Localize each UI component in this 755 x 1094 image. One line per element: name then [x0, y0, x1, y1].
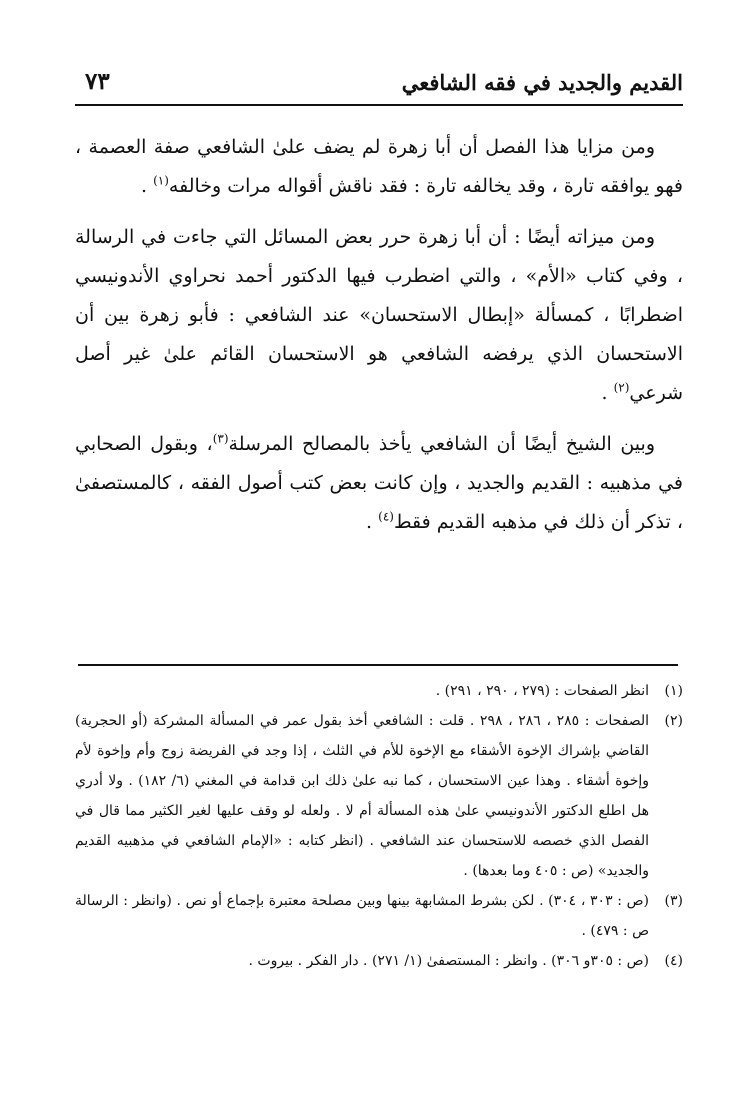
- paragraph-2: ومن ميزاته أيضًا : أن أبا زهرة حرر بعض المسائل التي جاءت في الرسالة ، وفي كتاب «الأم» ، والتي اضطرب فيها الدكتور أحمد نحراوي الأندونيسي اضطرابًا ، كمسألة «إبطال الاستحسان» عند الشافعي : فأبو زهرة بين أن الاستحسان الذي يرفضه الشافعي هو الاستحسان القائم علىٰ غير أصل شرعي$^{(٢)}$ .: [75, 226, 683, 404]
- footnote-number: (٢): [664, 713, 683, 729]
- page-title: القديم والجديد في فقه الشافعي: [401, 70, 683, 95]
- footnote-ref-3: (٣): [212, 431, 229, 446]
- paragraph-1: ومن مزايا هذا الفصل أن أبا زهرة لم يضف علىٰ الشافعي صفة العصمة ، فهو يوافقه تارة ، وقد يخالفه تارة : فقد ناقش أقواله مرات وخالفه$^{(١)}$ .: [75, 136, 683, 197]
- footnote-number: (٤): [664, 953, 683, 969]
- running-header: [75, 62, 683, 106]
- footnote-divider: [78, 664, 678, 666]
- footnote-ref-4: (٤): [378, 509, 394, 524]
- footnote-number: (٣): [664, 893, 683, 909]
- footnote-text: (ص : ٣٠٣ ، ٣٠٤) . لكن بشرط المشابهة بينها وبين مصلحة معتبرة بإجماع أو نص . (وانظر : الرسالة ص : ٤٧٩) .: [75, 893, 649, 939]
- page-number: ٧٣: [85, 68, 110, 95]
- footnote-text: انظر الصفحات : (٢٧٩ ، ٢٩٠ ، ٢٩١) .: [435, 683, 649, 699]
- footnotes: [75, 676, 683, 976]
- footnote-text: الصفحات : ٢٨٥ ، ٢٨٦ ، ٢٩٨ . قلت : الشافعي أخذ بقول عمر في المسألة المشركة (أو الحجرية) القاضي بإشراك الإخوة الأشقاء مع الإخوة للأم في الثلث ، إذا وجد في الفريضة زوج وأم وإخوة لأم وإخوة أشقاء . وهذا عين الاستحسان ، كما نبه علىٰ ذلك ابن قدامة في المغني (٦/ ١٨٢) . ولا أدري هل اطلع الدكتور الأندونيسي علىٰ هذه المسألة أم لا . ولعله لو وقف عليها لغير الكثير مما قال في الفصل الذي خصصه للاستحسان عند الشافعي . (انظر كتابه : «الإمام الشافعي في مذهبيه القديم والجديد» (ص : ٤٠٥ وما بعدها) .: [75, 713, 650, 879]
- main-text: [75, 128, 683, 554]
- footnote-ref-1: (١): [153, 173, 169, 188]
- paragraph-3: وبين الشيخ أيضًا أن الشافعي يأخذ بالمصالح المرسلة$^{(٣)}$، وبقول الصحابي في مذهبيه : القديم والجديد ، وإن كانت بعض كتب أصول الفقه ، كالمستصفىٰ ، تذكر أن ذلك في مذهبه القديم فقط$^{(٤)}$ .: [75, 431, 683, 533]
- footnote-ref-2: (٢): [613, 380, 630, 395]
- footnote-4: [75, 946, 683, 976]
- footnote-2: [75, 706, 683, 886]
- footnote-1: [75, 676, 683, 706]
- footnote-3: [75, 886, 683, 946]
- footnote-text: (ص : ٣٠٥و ٣٠٦) . وانظر : المستصفىٰ (١/ ٢٧١) . دار الفكر . بيروت .: [248, 953, 649, 969]
- footnote-number: (١): [664, 683, 683, 699]
